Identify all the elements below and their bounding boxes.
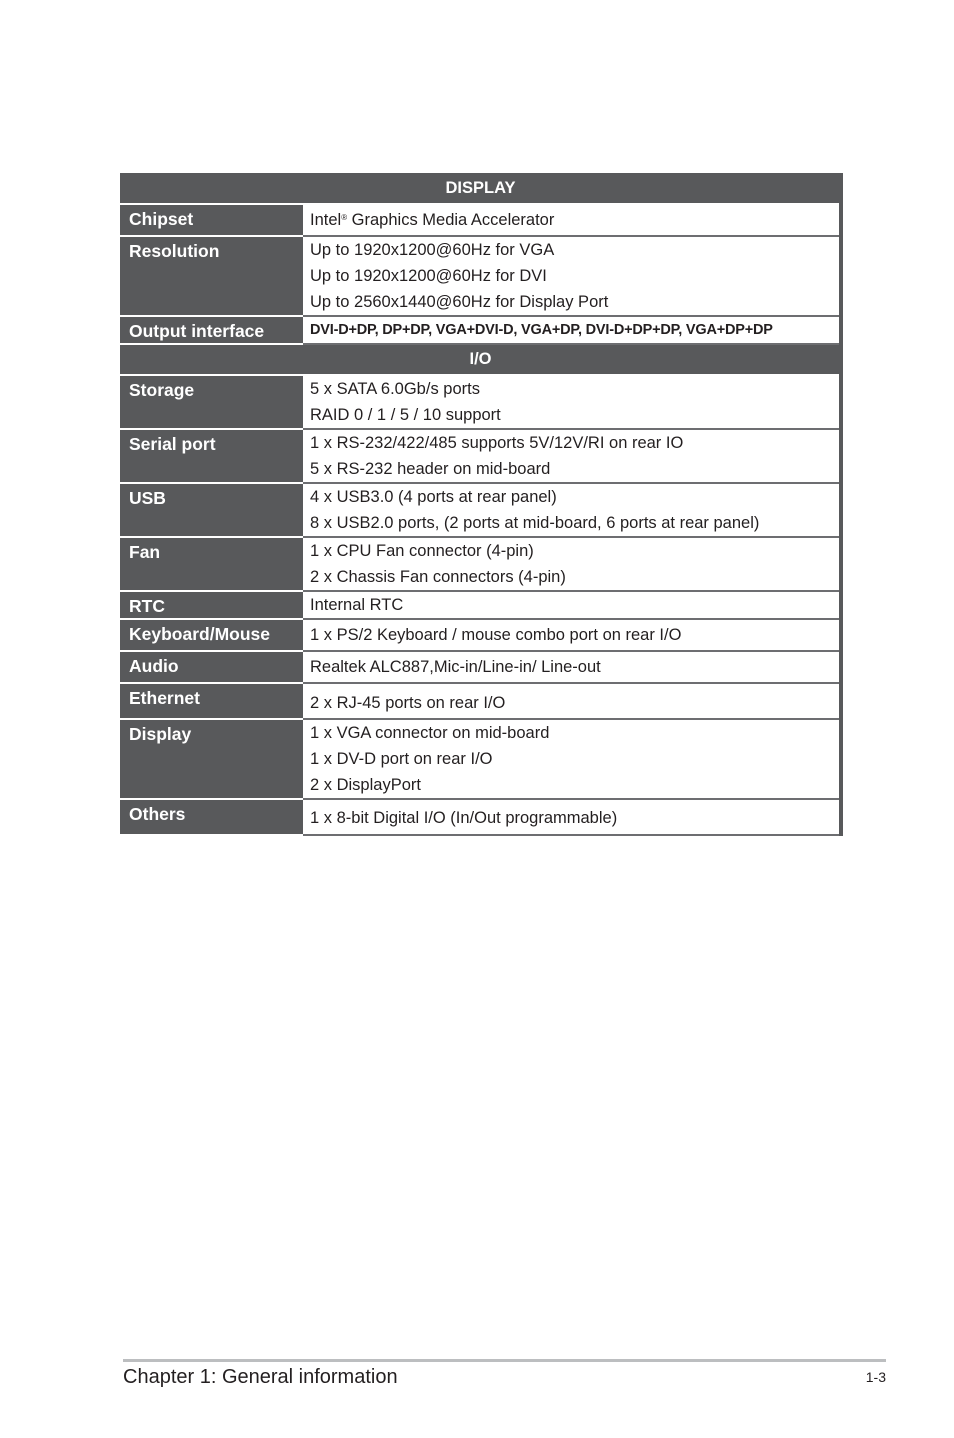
row-value [303,719,841,799]
value-line: 1 x DV-D port on rear I/O [310,750,493,768]
table-row-keyboard-mouse [120,619,841,651]
section-header-display [120,173,841,204]
chipset-name: Graphics Media Accelerator [347,211,555,229]
row-value [303,483,841,537]
value-line: RAID 0 / 1 / 5 / 10 support [310,406,501,424]
value-line: DVI-D+DP, DP+DP, VGA+DVI-D, VGA+DP, DVI-D+DP+DP, VGA+DP+DP [310,322,773,338]
value-line: Internal RTC [310,596,404,614]
value-line: 4 x USB3.0 (4 ports at rear panel) [310,488,557,506]
footer-rule [123,1359,886,1362]
row-value [303,429,841,483]
value-line: 2 x DisplayPort [310,776,421,794]
page-number: 1-3 [865,1369,886,1385]
table-row-display [120,719,841,799]
value-line: Realtek ALC887,Mic-in/Line-in/ Line-out [310,658,601,676]
value-line: 1 x VGA connector on mid-board [310,724,550,742]
row-value [303,204,841,236]
row-label: Storage [120,375,303,429]
value-line: Up to 1920x1200@60Hz for DVI [310,267,547,285]
row-label: Fan [120,537,303,591]
registered-mark: ® [341,213,348,222]
table-row-usb [120,483,841,537]
row-label: RTC [120,591,303,619]
row-label: Serial port [120,429,303,483]
row-value [303,316,841,344]
section-header-io [120,344,841,375]
table-row-storage [120,375,841,429]
section-title: DISPLAY [120,173,841,204]
value-line: 1 x CPU Fan connector (4-pin) [310,542,534,560]
row-label: Keyboard/Mouse [120,619,303,651]
row-label: Display [120,719,303,799]
row-label: Audio [120,651,303,683]
table-row-ethernet [120,683,841,719]
row-value [303,683,841,719]
value-line: 5 x RS-232 header on mid-board [310,460,551,478]
chapter-title: Chapter 1: General information [123,1366,398,1388]
value-line: 5 x SATA 6.0Gb/s ports [310,380,480,398]
value-line [310,205,839,235]
section-title: I/O [120,344,841,375]
value-line: Up to 1920x1200@60Hz for VGA [310,241,555,259]
table-row-audio [120,651,841,683]
row-value [303,619,841,651]
value-line: 2 x Chassis Fan connectors (4-pin) [310,568,566,586]
row-value [303,799,841,835]
value-line: Up to 2560x1440@60Hz for Display Port [310,293,609,311]
row-value [303,537,841,591]
row-label: Output interface [120,316,303,344]
row-label: Chipset [120,204,303,236]
table-row-output-interface [120,316,841,344]
value-line: 1 x PS/2 Keyboard / mouse combo port on rear I/O [310,626,682,644]
spec-table [120,173,843,836]
table-row-chipset [120,204,841,236]
row-label: USB [120,483,303,537]
row-label: Ethernet [120,683,303,719]
value-line: 2 x RJ-45 ports on rear I/O [310,694,506,712]
row-value [303,375,841,429]
table-row-resolution [120,236,841,316]
row-label: Others [120,799,303,835]
row-value [303,591,841,619]
value-line: 1 x RS-232/422/485 supports 5V/12V/RI on rear IO [310,434,684,452]
brand-text: Intel [310,211,342,229]
value-line: 1 x 8-bit Digital I/O (In/Out programmable) [310,809,618,827]
table-row-fan [120,537,841,591]
value-line: 8 x USB2.0 ports, (2 ports at mid-board, 6 ports at rear panel) [310,514,760,532]
row-label: Resolution [120,236,303,316]
row-value [303,236,841,316]
table-row-rtc [120,591,841,619]
table-row-serial-port [120,429,841,483]
row-value [303,651,841,683]
table-row-others [120,799,841,835]
